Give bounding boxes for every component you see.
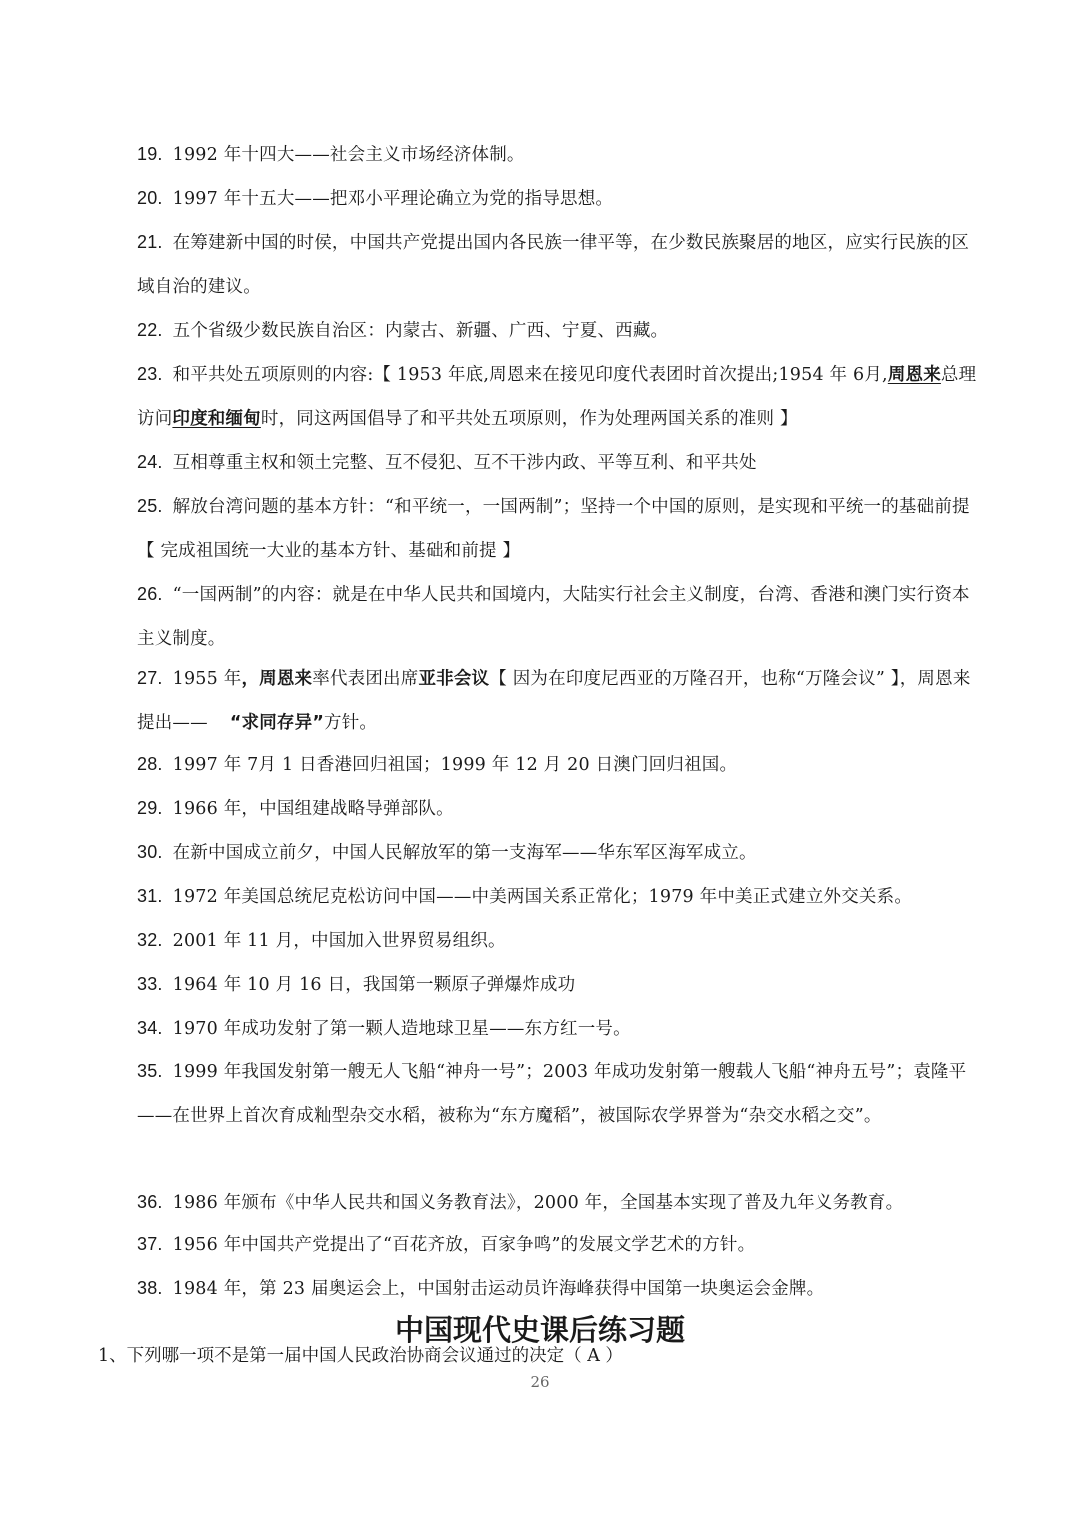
item-text: 在新中国成立前夕，中国人民解放军的第一支海军——华东军区海军成立。 [172, 843, 757, 863]
list-item-34 [137, 1006, 985, 1051]
item-text: 和平共处五项原则的内容:【 1953 年底,周恩来在接见印度代表团时首次提出;1954 年 6月, [172, 365, 888, 385]
section-title: 中国现代史课后练习题 [394, 1313, 685, 1347]
item-text: 2001 年 11 月，中国加入世界贸易组织。 [172, 931, 506, 951]
item-text: 1984 年，第 23 届奥运会上，中国射击运动员许海峰获得中国第一块奥运会金牌。 [172, 1279, 825, 1299]
item-number: 29. [137, 798, 163, 818]
list-item-32 [137, 918, 985, 963]
item-text: 1966 年，中国组建战略导弹部队。 [172, 799, 454, 819]
item-text: 总理访问 [137, 365, 977, 429]
list-item-26 [137, 572, 985, 661]
item-text: 方针。 [324, 713, 378, 733]
list-item-31 [137, 874, 985, 919]
bold-term: 亚非会议 [418, 669, 490, 689]
list-item-27 [137, 656, 985, 745]
item-number: 22. [137, 320, 163, 340]
list-item-25 [137, 484, 985, 573]
list-item-35 [137, 1049, 985, 1138]
item-number: 25. [137, 496, 163, 516]
bold-term: ，周恩来 [241, 669, 313, 689]
item-text: 时，同这两国倡导了和平共处五项原则，作为处理两国关系的准则 】 [260, 409, 798, 429]
list-item-23 [137, 352, 985, 441]
list-item-19 [137, 132, 985, 177]
item-text: 1970 年成功发射了第一颗人造地球卫星——东方红一号。 [172, 1019, 631, 1039]
list-item-24 [137, 440, 985, 485]
item-text: 率代表团出席 [312, 669, 419, 689]
item-number: 23. [137, 364, 163, 384]
list-item-22 [137, 308, 985, 353]
item-text: 1986 年颁布《中华人民共和国义务教育法》，2000 年，全国基本实现了普及九年义务教育。 [172, 1193, 904, 1213]
item-number: 31. [137, 886, 163, 906]
item-text: 1955 年 [172, 669, 242, 689]
item-number: 32. [137, 930, 163, 950]
item-number: 26. [137, 584, 163, 604]
item-text: 1997 年 7月 1 日香港回归祖国；1999 年 12 月 20 日澳门回归祖国。 [172, 755, 738, 775]
list-item-21 [137, 220, 985, 309]
item-text: 1956 年中国共产党提出了“百花齐放，百家争鸣”的发展文学艺术的方针。 [172, 1235, 756, 1255]
item-number: 36. [137, 1192, 163, 1212]
list-item-30 [137, 830, 985, 875]
item-text: 五个省级少数民族自治区：内蒙古、新疆、广西、宁夏、西藏。 [172, 321, 669, 341]
item-number: 34. [137, 1018, 163, 1038]
item-number: 19. [137, 144, 163, 164]
item-text: 1992 年十四大——社会主义市场经济体制。 [172, 145, 525, 165]
item-text: “一国两制”的内容：就是在中华人民共和国境内，大陆实行社会主义制度，台湾、香港和澳门实行资本主义制度。 [137, 585, 970, 649]
bold-term: “求同存异” [229, 713, 325, 733]
item-number: 38. [137, 1278, 163, 1298]
list-item-29 [137, 786, 985, 831]
bold-term: 周恩来 [887, 365, 941, 385]
list-item-20 [137, 176, 985, 221]
item-text: 1972 年美国总统尼克松访问中国——中美两国关系正常化；1979 年中美正式建立外交关系。 [172, 887, 913, 907]
list-item-38 [137, 1266, 985, 1311]
item-number: 35. [137, 1061, 163, 1081]
item-text: 在筹建新中国的时侯，中国共产党提出国内各民族一律平等，在少数民族聚居的地区，应实行民族的区域自治的建议。 [137, 233, 970, 297]
item-text: 【 因为在印度尼西亚的万隆召开，也称“万隆会议” 】，周恩来提出—— [137, 669, 971, 733]
list-item-33 [137, 962, 985, 1007]
bold-term: 印度和缅甸 [172, 409, 261, 429]
list-item-36 [137, 1180, 985, 1225]
question-1: 1、下列哪一项不是第一届中国人民政治协商会议通过的决定（ A ） [98, 1346, 623, 1366]
item-text: 1964 年 10 月 16 日，我国第一颗原子弹爆炸成功 [172, 975, 576, 995]
item-number: 27. [137, 668, 163, 688]
item-text: 互相尊重主权和领土完整、互不侵犯、互不干涉内政、平等互利、和平共处 [172, 453, 757, 473]
item-number: 30. [137, 842, 163, 862]
page-number: 26 [530, 1373, 550, 1391]
item-number: 20. [137, 188, 163, 208]
item-number: 24. [137, 452, 163, 472]
item-text: 1997 年十五大——把邓小平理论确立为党的指导思想。 [172, 189, 614, 209]
item-number: 33. [137, 974, 163, 994]
item-text: 解放台湾问题的基本方针：“和平统一，一国两制”；坚持一个中国的原则，是实现和平统一的基础前提【 完成祖国统一大业的基本方针、基础和前提 】 [137, 497, 970, 561]
item-number: 37. [137, 1234, 163, 1254]
item-text: 1999 年我国发射第一艘无人飞船“神舟一号”；2003 年成功发射第一艘载人飞船“神舟五号”；袁隆平——在世界上首次育成籼型杂交水稻，被称为“东方魔稻”，被国际农学界誉为“杂交水稻之交”。 [137, 1062, 967, 1126]
item-number: 21. [137, 232, 163, 252]
list-item-37 [137, 1222, 985, 1267]
item-number: 28. [137, 754, 163, 774]
list-item-28 [137, 742, 985, 787]
